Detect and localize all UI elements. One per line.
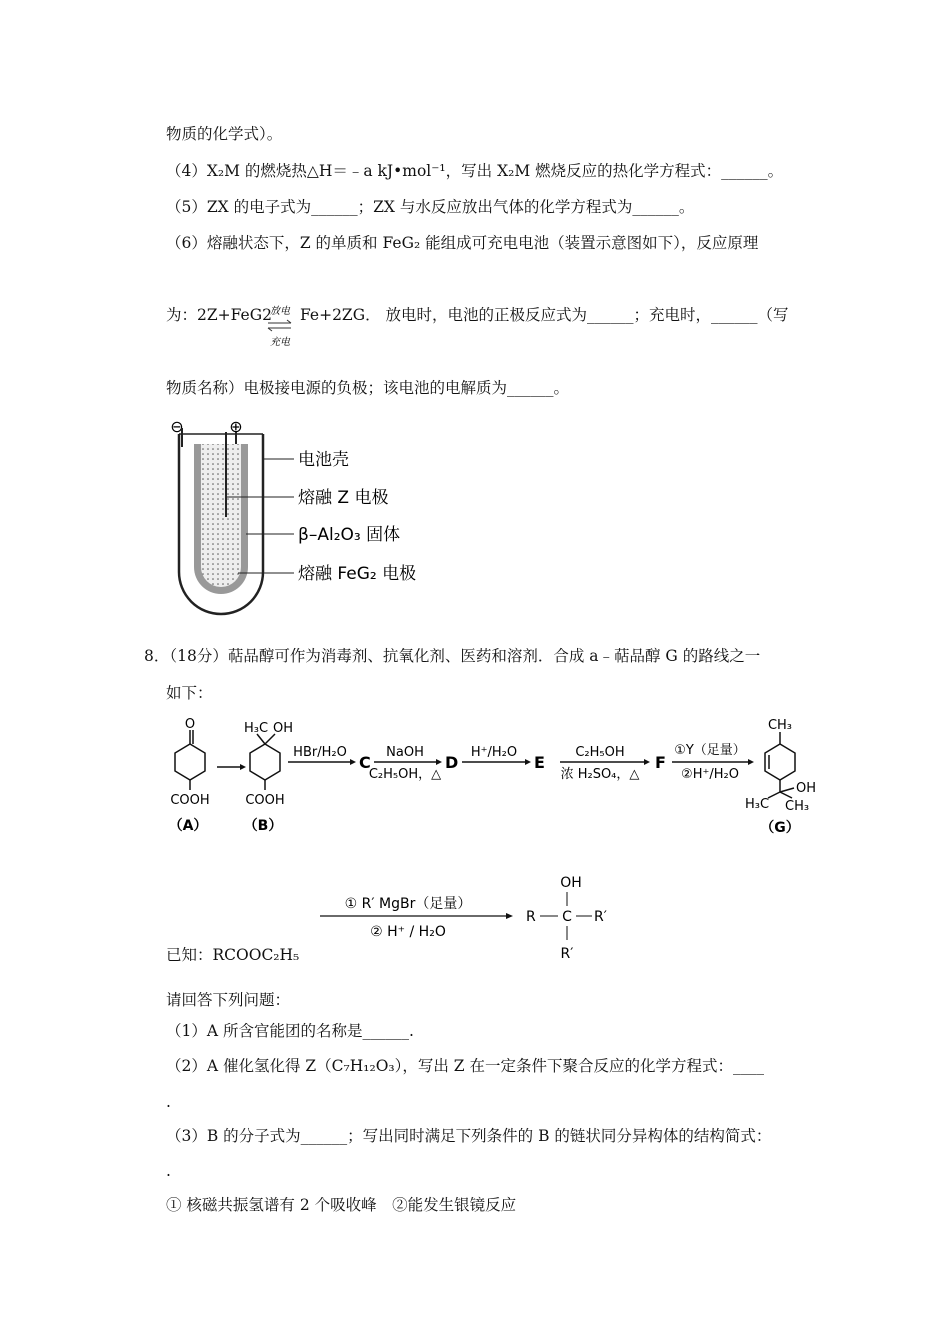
sub-question-3: （3）B 的分子式为______；写出同时满足下列条件的 B 的链状同分异构体的结构简式： — [166, 1127, 772, 1145]
question-6: （6）熔融状态下，Z 的单质和 FeG₂ 能组成可充电电池（装置示意图如下），反应原理 — [166, 234, 759, 252]
question-8: 8．（18分）萜品醇可作为消毒剂、抗氧化剂、医药和溶剂．合成 a﹣萜品醇 G 的路线之一 — [144, 647, 761, 665]
known-reagent: ① R′ MgBr（足量） — [344, 896, 472, 912]
sub-question-1: （1）A 所含官能团的名称是______. — [166, 1022, 414, 1040]
synthesis-scheme — [160, 712, 840, 842]
compound-g — [765, 732, 795, 798]
positive-terminal: ⊕ — [229, 417, 243, 436]
known-workup: ② H⁺ / H₂O — [370, 924, 446, 940]
question-6-reaction-left: 为：2Z+FeG2 — [166, 306, 272, 324]
compound-g-label: （G） — [760, 820, 800, 836]
battery-label: 熔融 Z 电极 — [298, 488, 389, 508]
question-8-cont: 如下： — [166, 684, 213, 702]
compound-b-label: （B） — [243, 818, 283, 834]
g-hydroxyl: OH — [796, 781, 817, 796]
compound-c: C — [359, 753, 371, 772]
question-4: （4）X₂M 的燃烧热△H＝﹣a kJ•mol⁻¹，写出 X₂M 燃烧反应的热化学方程式：______。 — [166, 162, 784, 180]
b-hydroxyl: OH — [273, 721, 294, 736]
step-4-condition: 浓 H₂SO₄，△ — [560, 767, 640, 782]
question-5: （5）ZX 的电子式为______；ZX 与水反应放出气体的化学方程式为______。 — [166, 198, 695, 216]
g-methyl-left: H₃C — [745, 797, 770, 812]
product-hydroxyl: OH — [560, 875, 582, 891]
battery-diagram — [166, 412, 436, 622]
compound-b — [250, 734, 280, 790]
a-oxygen: O — [184, 717, 196, 732]
step-1-reagent: HBr/H₂O — [293, 745, 347, 760]
battery-label: 电池壳 — [298, 450, 349, 470]
reversible-arrow — [264, 302, 296, 350]
known-reaction-scheme — [320, 870, 640, 962]
ask-line: 请回答下列问题： — [166, 991, 291, 1009]
product-carbon: C — [562, 909, 572, 925]
step-5-reagent: ①Y（足量） — [674, 743, 746, 758]
g-methyl-right: CH₃ — [785, 799, 810, 814]
sub-question-2-dot: . — [166, 1093, 171, 1111]
discharge-label: 放电 — [270, 306, 290, 317]
known-reaction: 已知：RCOOC₂H₅ — [166, 946, 300, 964]
battery-label: β–Al₂O₃ 固体 — [298, 525, 401, 545]
product-r-prime-bottom: R′ — [560, 946, 574, 962]
compound-a-label: （A） — [168, 818, 208, 834]
sub-question-2: （2）A 催化氢化得 Z（C₇H₁₂O₃），写出 Z 在一定条件下聚合反应的化学方程式：____ — [166, 1057, 764, 1075]
compound-f: F — [655, 753, 666, 772]
g-methyl-top: CH₃ — [767, 718, 793, 733]
b-cooh: COOH — [245, 793, 285, 808]
compound-a — [175, 730, 205, 790]
question-6-tail: 物质名称）电极接电源的负极；该电池的电解质为______。 — [166, 379, 570, 397]
b-methyl: H₃C — [244, 721, 269, 736]
step-2-reagent: NaOH — [386, 745, 424, 760]
step-2-condition: C₂H₅OH，△ — [368, 767, 442, 782]
charge-label: 充电 — [270, 337, 290, 348]
negative-terminal: ⊖ — [170, 417, 184, 436]
compound-e: E — [534, 753, 545, 772]
step-5-workup: ②H⁺/H₂O — [681, 767, 739, 782]
product-r: R — [526, 909, 536, 925]
battery-label: 熔融 FeG₂ 电极 — [298, 564, 417, 584]
text-line: 物质的化学式）。 — [166, 125, 283, 143]
product-r-prime: R′ — [594, 909, 607, 925]
a-cooh: COOH — [170, 793, 210, 808]
step-4-reagent: C₂H₅OH — [575, 745, 625, 760]
question-6-reaction-right: Fe+2ZG． 放电时，电池的正极反应式为______；充电时，______（写 — [300, 306, 789, 324]
step-3-reagent: H⁺/H₂O — [470, 745, 518, 760]
compound-d: D — [445, 753, 459, 772]
conditions: ① 核磁共振氢谱有 2 个吸收峰 ②能发生银镜反应 — [166, 1196, 517, 1214]
sub-question-3-dot: . — [166, 1162, 171, 1180]
